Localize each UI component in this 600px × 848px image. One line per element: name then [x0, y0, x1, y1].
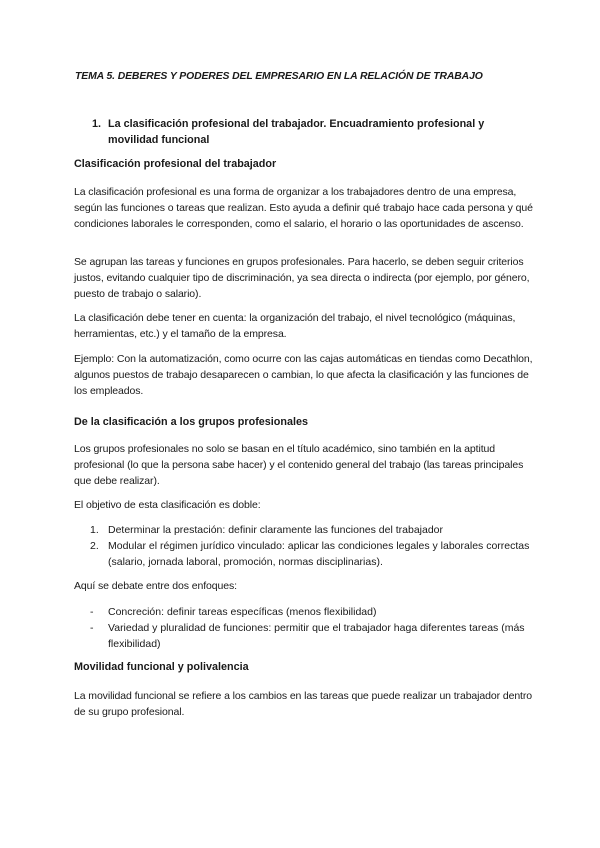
list-item-text: Variedad y pluralidad de funciones: permitir que el trabajador haga diferentes tareas (más flexibilidad)	[108, 622, 525, 650]
list-marker: -	[90, 622, 94, 634]
document-title: TEMA 5. DEBERES Y PODERES DEL EMPRESARIO EN LA RELACIÓN DE TRABAJO	[75, 71, 483, 82]
subheading-clasificacion: Clasificación profesional del trabajador	[74, 158, 277, 170]
paragraph-1: La clasificación profesional es una forma de organizar a los trabajadores dentro de una empresa, según las funciones o tareas que realizan. Esto ayuda a definir qué trabajo hace cada persona y qué condiciones laborales le corresponden, como el salario, el horario o las oportunidades de ascenso.	[74, 186, 533, 230]
list-item-text: Modular el régimen jurídico vinculado: aplicar las condiciones legales y laborales correctas (salario, jornada laboral, promoción, normas disciplinarias).	[108, 540, 530, 568]
list-marker: -	[90, 606, 94, 618]
subheading-grupos: De la clasificación a los grupos profesionales	[74, 416, 309, 428]
list-item	[90, 604, 530, 620]
list-item	[90, 620, 530, 652]
section-heading	[92, 116, 532, 148]
list-marker: 1.	[90, 524, 99, 536]
subheading-movilidad: Movilidad funcional y polivalencia	[74, 661, 249, 673]
paragraph-6: El objetivo de esta clasificación es doble:	[74, 499, 261, 511]
section-number: 1.	[92, 118, 102, 130]
list-item	[90, 538, 530, 570]
paragraph-2: Se agrupan las tareas y funciones en grupos profesionales. Para hacerlo, se deben seguir criterios justos, evitando cualquier tipo de discriminación, ya sea directa o indirecta (por ejemplo, por género, puesto de trabajo o salario).	[74, 256, 530, 300]
paragraph-8: La movilidad funcional se refiere a los cambios en las tareas que puede realizar un trabajador dentro de su grupo profesional.	[74, 690, 533, 718]
paragraph-3: La clasificación debe tener en cuenta: la organización del trabajo, el nivel tecnológico (máquinas, herramientas, etc.) y el tamaño de la empresa.	[74, 312, 516, 340]
paragraph-4: Ejemplo: Con la automatización, como ocurre con las cajas automáticas en tiendas como Decathlon, algunos puestos de trabajo desaparecen o cambian, lo que afecta la clasificación y las funciones de los empleados.	[74, 353, 533, 397]
list-item	[90, 522, 530, 538]
list-item-text: Determinar la prestación: definir claramente las funciones del trabajador	[108, 524, 444, 536]
dash-list	[90, 604, 530, 652]
numbered-list	[90, 522, 530, 570]
paragraph-7: Aquí se debate entre dos enfoques:	[74, 580, 237, 592]
list-marker: 2.	[90, 540, 99, 552]
paragraph-5: Los grupos profesionales no solo se basan en el título académico, sino también en la aptitud profesional (lo que la persona sabe hacer) y el contenido general del trabajo (las tareas principales que debe realizar).	[74, 443, 524, 487]
list-item-text: Concreción: definir tareas específicas (menos flexibilidad)	[108, 606, 377, 618]
section-heading-text: La clasificación profesional del trabajador. Encuadramiento profesional y movilidad funcional	[108, 118, 485, 146]
